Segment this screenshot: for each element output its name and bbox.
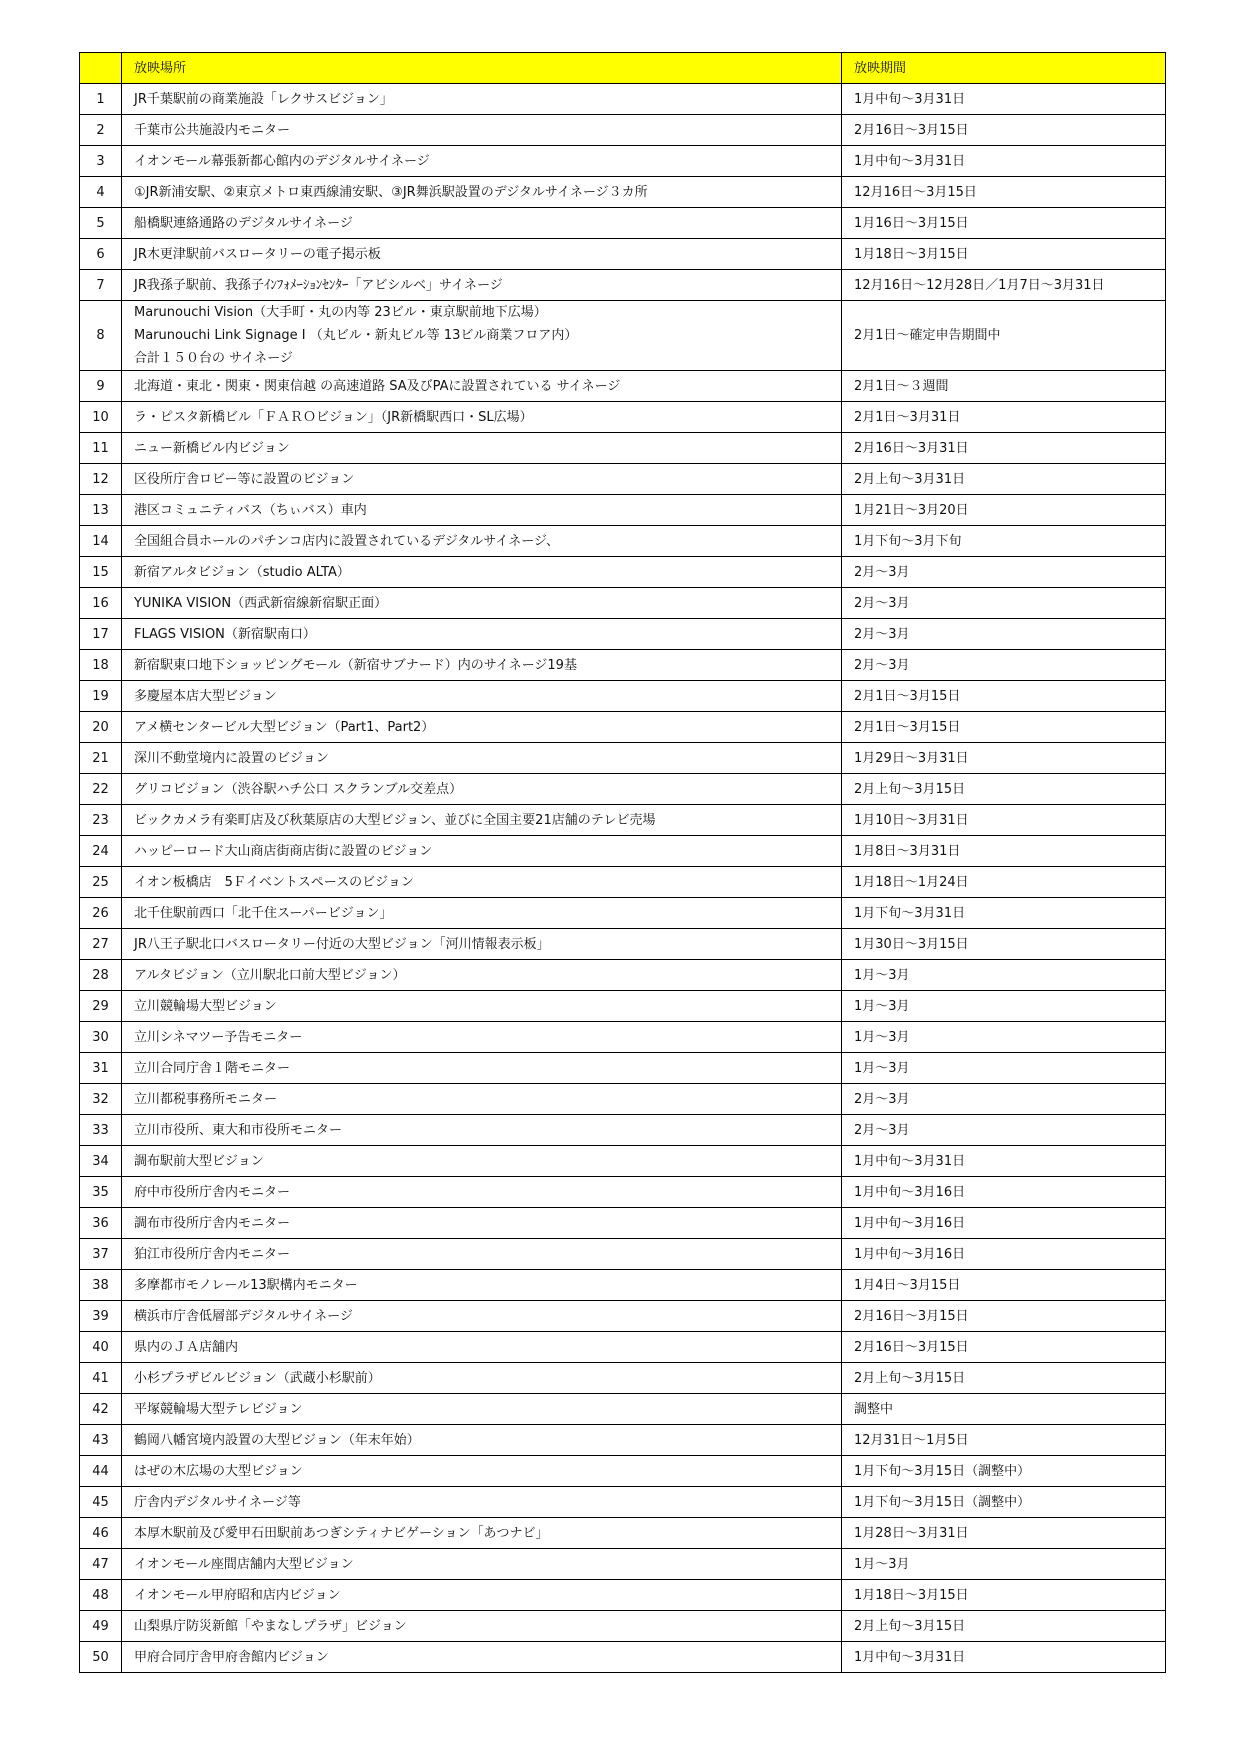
row-number: 29 — [80, 991, 122, 1022]
row-number: 13 — [80, 495, 122, 526]
row-number: 2 — [80, 115, 122, 146]
screening-place — [122, 1456, 842, 1487]
row-number: 43 — [80, 1425, 122, 1456]
table-row — [80, 1022, 1166, 1053]
screening-period: 1月中旬～3月16日 — [842, 1208, 1166, 1239]
place-line: 府中市役所庁舎内モニター — [134, 1184, 291, 1200]
row-number: 21 — [80, 743, 122, 774]
row-number: 44 — [80, 1456, 122, 1487]
screening-place — [122, 1580, 842, 1611]
screening-place — [122, 371, 842, 402]
place-line: 多慶屋本店大型ビジョン — [134, 688, 277, 704]
row-number: 31 — [80, 1053, 122, 1084]
screening-period: 2月16日～3月15日 — [842, 1332, 1166, 1363]
row-number: 47 — [80, 1549, 122, 1580]
place-line: 本厚木駅前及び愛甲石田駅前あつぎシティナビゲーション「あつナビ」 — [134, 1525, 549, 1541]
screening-period: 1月～3月 — [842, 960, 1166, 991]
place-line: ニュー新橋ビル内ビジョン — [134, 440, 290, 456]
place-line: 立川合同庁舎１階モニター — [134, 1060, 291, 1076]
screening-place — [122, 1549, 842, 1580]
table-row — [80, 115, 1166, 146]
screening-place — [122, 681, 842, 712]
place-line: グリコビジョン（渋谷駅ハチ公口 スクランブル交差点） — [134, 781, 463, 797]
place-line: YUNIKA VISION（西武新宿線新宿駅正面） — [134, 595, 388, 611]
table-row — [80, 1642, 1166, 1673]
row-number: 42 — [80, 1394, 122, 1425]
place-line: 調布市役所庁舎内モニター — [134, 1215, 291, 1231]
screening-place — [122, 208, 842, 239]
place-line: 甲府合同庁舎甲府舎館内ビジョン — [134, 1649, 329, 1665]
header-period: 放映期間 — [842, 53, 1166, 84]
screening-place — [122, 1270, 842, 1301]
screening-period: 1月18日～3月15日 — [842, 1580, 1166, 1611]
screening-period: 2月1日～3月15日 — [842, 681, 1166, 712]
row-number: 18 — [80, 650, 122, 681]
row-number: 5 — [80, 208, 122, 239]
place-line: JR八王子駅北口バスロータリー付近の大型ビジョン「河川情報表示板」 — [134, 936, 550, 952]
table-row — [80, 960, 1166, 991]
place-line: JR我孫子駅前、我孫子ｲﾝﾌｫﾒｰｼｮﾝｾﾝﾀｰ「アビシルベ」サイネージ — [134, 277, 503, 293]
screening-period: 2月上旬～3月15日 — [842, 774, 1166, 805]
screening-place — [122, 712, 842, 743]
screening-period: 1月中旬～3月31日 — [842, 146, 1166, 177]
row-number: 26 — [80, 898, 122, 929]
screening-period: 1月中旬～3月31日 — [842, 1642, 1166, 1673]
screening-period: 1月8日～3月31日 — [842, 836, 1166, 867]
place-line: 鶴岡八幡宮境内設置の大型ビジョン（年末年始） — [134, 1432, 420, 1448]
screening-period: 1月中旬～3月16日 — [842, 1239, 1166, 1270]
place-line: 小杉プラザビルビジョン（武蔵小杉駅前） — [134, 1370, 381, 1386]
table-row — [80, 805, 1166, 836]
place-line: 立川シネマツー予告モニター — [134, 1029, 303, 1045]
screening-locations-table — [79, 52, 1166, 1673]
screening-period: 2月～3月 — [842, 1115, 1166, 1146]
screening-period: 2月1日～確定申告期間中 — [842, 301, 1166, 371]
row-number: 30 — [80, 1022, 122, 1053]
screening-place — [122, 650, 842, 681]
row-number: 25 — [80, 867, 122, 898]
place-line: 区役所庁舎ロビー等に設置のビジョン — [134, 471, 355, 487]
table-row — [80, 177, 1166, 208]
place-line: イオン板橋店 5Ｆイベントスペースのビジョン — [134, 874, 414, 890]
table-row — [80, 1332, 1166, 1363]
table-row — [80, 650, 1166, 681]
row-number: 19 — [80, 681, 122, 712]
table-row — [80, 464, 1166, 495]
screening-place — [122, 867, 842, 898]
screening-place — [122, 526, 842, 557]
table-row — [80, 1549, 1166, 1580]
screening-period: 2月～3月 — [842, 588, 1166, 619]
place-line: 北千住駅前西口「北千住スーパービジョン」 — [134, 905, 393, 921]
row-number: 46 — [80, 1518, 122, 1549]
table-row — [80, 774, 1166, 805]
place-line: 新宿アルタビジョン（studio ALTA） — [134, 564, 350, 580]
table-row — [80, 681, 1166, 712]
table-row — [80, 1425, 1166, 1456]
place-line: アメ横センタービル大型ビジョン（Part1、Part2） — [134, 719, 435, 735]
place-line: ハッピーロード大山商店街商店街に設置のビジョン — [134, 843, 433, 859]
row-number: 8 — [80, 301, 122, 371]
screening-place — [122, 1487, 842, 1518]
screening-place — [122, 619, 842, 650]
screening-place — [122, 84, 842, 115]
table-row — [80, 1115, 1166, 1146]
screening-period: 12月16日～3月15日 — [842, 177, 1166, 208]
place-line: ①JR新浦安駅、②東京メトロ東西線浦安駅、③JR舞浜駅設置のデジタルサイネージ３カ所 — [134, 184, 648, 200]
screening-period: 1月下旬～3月15日（調整中） — [842, 1456, 1166, 1487]
place-line: ラ・ピスタ新橋ビル「ＦＡＲＯビジョン」（JR新橋駅西口・SL広場） — [134, 409, 533, 425]
table-row — [80, 619, 1166, 650]
screening-period: 1月中旬～3月31日 — [842, 1146, 1166, 1177]
place-line: 北海道・東北・関東・関東信越 の高速道路 SA及びPAに設置されている サイネージ — [134, 378, 621, 394]
row-number: 15 — [80, 557, 122, 588]
row-number: 34 — [80, 1146, 122, 1177]
screening-period: 1月～3月 — [842, 1549, 1166, 1580]
place-line: 立川競輪場大型ビジョン — [134, 998, 277, 1014]
place-line: 新宿駅東口地下ショッピングモール（新宿サブナード）内のサイネージ19基 — [134, 657, 577, 673]
table-row — [80, 898, 1166, 929]
table-row — [80, 1363, 1166, 1394]
screening-place — [122, 1363, 842, 1394]
screening-place — [122, 464, 842, 495]
row-number: 35 — [80, 1177, 122, 1208]
row-number: 49 — [80, 1611, 122, 1642]
row-number: 3 — [80, 146, 122, 177]
table-row — [80, 1611, 1166, 1642]
row-number: 41 — [80, 1363, 122, 1394]
screening-place — [122, 557, 842, 588]
table-row — [80, 402, 1166, 433]
row-number: 11 — [80, 433, 122, 464]
header-place: 放映場所 — [122, 53, 842, 84]
screening-period: 2月～3月 — [842, 557, 1166, 588]
screening-period: 1月下旬～3月下旬 — [842, 526, 1166, 557]
screening-place — [122, 1146, 842, 1177]
row-number: 39 — [80, 1301, 122, 1332]
table-row — [80, 84, 1166, 115]
screening-period: 1月中旬～3月31日 — [842, 84, 1166, 115]
place-line: 横浜市庁舎低層部デジタルサイネージ — [134, 1308, 353, 1324]
screening-period: 調整中 — [842, 1394, 1166, 1425]
screening-place — [122, 1177, 842, 1208]
screening-place — [122, 1642, 842, 1673]
screening-period: 12月16日～12月28日／1月7日～3月31日 — [842, 270, 1166, 301]
screening-place — [122, 495, 842, 526]
screening-place — [122, 774, 842, 805]
table-row — [80, 1239, 1166, 1270]
screening-period: 1月28日～3月31日 — [842, 1518, 1166, 1549]
place-line: JR木更津駅前バスロータリーの電子掲示板 — [134, 246, 381, 262]
place-line: 調布駅前大型ビジョン — [134, 1153, 264, 1169]
place-line: 狛江市役所庁舎内モニター — [134, 1246, 291, 1262]
table-row — [80, 836, 1166, 867]
screening-place — [122, 588, 842, 619]
place-line: 立川都税事務所モニター — [134, 1091, 278, 1107]
place-line: Marunouchi Link Signage I （丸ビル・新丸ビル等 13ビル商業フロア内） — [134, 328, 578, 343]
place-line: 県内のＪＡ店舗内 — [134, 1339, 239, 1355]
screening-place — [122, 1053, 842, 1084]
place-line: 船橋駅連絡通路のデジタルサイネージ — [134, 215, 353, 231]
row-number: 48 — [80, 1580, 122, 1611]
screening-period: 2月1日～３週間 — [842, 371, 1166, 402]
row-number: 17 — [80, 619, 122, 650]
row-number: 22 — [80, 774, 122, 805]
screening-period: 1月～3月 — [842, 1053, 1166, 1084]
screening-place — [122, 1239, 842, 1270]
table-row — [80, 867, 1166, 898]
screening-place — [122, 301, 842, 371]
row-number: 20 — [80, 712, 122, 743]
table-row — [80, 991, 1166, 1022]
table-row — [80, 743, 1166, 774]
screening-period: 2月～3月 — [842, 1084, 1166, 1115]
screening-period: 2月～3月 — [842, 619, 1166, 650]
place-line: 千葉市公共施設内モニター — [134, 122, 291, 138]
table-row — [80, 495, 1166, 526]
screening-place — [122, 177, 842, 208]
header-row — [80, 53, 1166, 84]
screening-place — [122, 402, 842, 433]
screening-place — [122, 1301, 842, 1332]
screening-place — [122, 1115, 842, 1146]
table-row — [80, 1301, 1166, 1332]
table-row — [80, 270, 1166, 301]
screening-place — [122, 1084, 842, 1115]
table-row — [80, 526, 1166, 557]
screening-period: 2月1日～3月31日 — [842, 402, 1166, 433]
screening-place — [122, 146, 842, 177]
screening-place — [122, 743, 842, 774]
screening-period: 1月30日～3月15日 — [842, 929, 1166, 960]
screening-place — [122, 1518, 842, 1549]
screening-period: 2月上旬～3月15日 — [842, 1611, 1166, 1642]
screening-period: 1月～3月 — [842, 991, 1166, 1022]
screening-period: 1月下旬～3月15日（調整中） — [842, 1487, 1166, 1518]
screening-place — [122, 898, 842, 929]
row-number: 40 — [80, 1332, 122, 1363]
place-line: イオンモール幕張新都心館内のデジタルサイネージ — [134, 153, 430, 169]
screening-place — [122, 929, 842, 960]
table-row — [80, 239, 1166, 270]
screening-period: 1月29日～3月31日 — [842, 743, 1166, 774]
row-number: 45 — [80, 1487, 122, 1518]
table-row — [80, 1518, 1166, 1549]
table-row — [80, 1146, 1166, 1177]
table-row — [80, 929, 1166, 960]
screening-period: 12月31日～1月5日 — [842, 1425, 1166, 1456]
row-number: 24 — [80, 836, 122, 867]
place-line: はぜの木広場の大型ビジョン — [134, 1463, 303, 1479]
screening-period: 1月16日～3月15日 — [842, 208, 1166, 239]
place-line: アルタビジョン（立川駅北口前大型ビジョン） — [134, 967, 406, 983]
table-row — [80, 1580, 1166, 1611]
table-row — [80, 1487, 1166, 1518]
row-number: 16 — [80, 588, 122, 619]
row-number: 38 — [80, 1270, 122, 1301]
place-line: 深川不動堂境内に設置のビジョン — [134, 750, 329, 766]
screening-period: 2月16日～3月15日 — [842, 1301, 1166, 1332]
screening-period: 2月～3月 — [842, 650, 1166, 681]
row-number: 10 — [80, 402, 122, 433]
table-row — [80, 146, 1166, 177]
screening-period: 1月18日～3月15日 — [842, 239, 1166, 270]
screening-place — [122, 115, 842, 146]
table-row — [80, 371, 1166, 402]
screening-period: 1月21日～3月20日 — [842, 495, 1166, 526]
place-line: 平塚競輪場大型テレビジョン — [134, 1401, 303, 1417]
row-number: 28 — [80, 960, 122, 991]
place-line: 山梨県庁防災新館「やまなしプラザ」ビジョン — [134, 1618, 407, 1634]
row-number: 23 — [80, 805, 122, 836]
screening-place — [122, 1425, 842, 1456]
screening-place — [122, 836, 842, 867]
row-number: 7 — [80, 270, 122, 301]
place-line: ビックカメラ有楽町店及び秋葉原店の大型ビジョン、並びに全国主要21店舗のテレビ売場 — [134, 812, 656, 828]
table-row — [80, 208, 1166, 239]
screening-place — [122, 1022, 842, 1053]
place-line: FLAGS VISION（新宿駅南口） — [134, 626, 316, 642]
screening-place — [122, 991, 842, 1022]
screening-period: 1月～3月 — [842, 1022, 1166, 1053]
row-number: 50 — [80, 1642, 122, 1673]
table-body — [80, 84, 1166, 1673]
table-row — [80, 1270, 1166, 1301]
screening-place — [122, 1394, 842, 1425]
place-line: JR千葉駅前の商業施設「レクサスビジョン」 — [134, 91, 393, 107]
row-number: 27 — [80, 929, 122, 960]
row-number: 6 — [80, 239, 122, 270]
row-number: 33 — [80, 1115, 122, 1146]
table-row — [80, 1208, 1166, 1239]
table-row — [80, 1084, 1166, 1115]
screening-period: 1月4日～3月15日 — [842, 1270, 1166, 1301]
place-line: イオンモール座間店舗内大型ビジョン — [134, 1556, 354, 1572]
header-number — [80, 53, 122, 84]
table-row — [80, 1177, 1166, 1208]
row-number: 32 — [80, 1084, 122, 1115]
row-number: 36 — [80, 1208, 122, 1239]
screening-period: 2月16日～3月31日 — [842, 433, 1166, 464]
row-number: 4 — [80, 177, 122, 208]
screening-place — [122, 960, 842, 991]
table-row — [80, 433, 1166, 464]
screening-period: 1月中旬～3月16日 — [842, 1177, 1166, 1208]
table-row — [80, 712, 1166, 743]
screening-period: 1月18日～1月24日 — [842, 867, 1166, 898]
place-line: 立川市役所、東大和市役所モニター — [134, 1122, 343, 1138]
row-number: 14 — [80, 526, 122, 557]
place-line: 多摩都市モノレール13駅構内モニター — [134, 1277, 358, 1293]
row-number: 9 — [80, 371, 122, 402]
screening-period: 1月下旬～3月31日 — [842, 898, 1166, 929]
table-row — [80, 301, 1166, 371]
screening-period: 2月上旬～3月15日 — [842, 1363, 1166, 1394]
screening-place — [122, 1611, 842, 1642]
table-row — [80, 1456, 1166, 1487]
screening-place — [122, 270, 842, 301]
place-line: 全国組合員ホールのパチンコ店内に設置されているデジタルサイネージ、 — [134, 533, 559, 549]
screening-place — [122, 805, 842, 836]
screening-period: 2月1日～3月15日 — [842, 712, 1166, 743]
place-line: Marunouchi Vision（大手町・丸の内等 23ビル・東京駅前地下広場） — [134, 305, 547, 320]
row-number: 37 — [80, 1239, 122, 1270]
screening-place — [122, 433, 842, 464]
screening-place — [122, 1332, 842, 1363]
place-line: 港区コミュニティバス（ちぃバス）車内 — [134, 502, 367, 518]
screening-period: 2月16日～3月15日 — [842, 115, 1166, 146]
screening-place — [122, 239, 842, 270]
table-row — [80, 1053, 1166, 1084]
row-number: 12 — [80, 464, 122, 495]
screening-period: 2月上旬～3月31日 — [842, 464, 1166, 495]
place-line: 合計１５０台の サイネージ — [134, 351, 293, 366]
row-number: 1 — [80, 84, 122, 115]
table-row — [80, 588, 1166, 619]
table-row — [80, 1394, 1166, 1425]
screening-place — [122, 1208, 842, 1239]
screening-period: 1月10日～3月31日 — [842, 805, 1166, 836]
place-line: 庁舎内デジタルサイネージ等 — [134, 1494, 301, 1510]
place-line: イオンモール甲府昭和店内ビジョン — [134, 1587, 341, 1603]
table-row — [80, 557, 1166, 588]
